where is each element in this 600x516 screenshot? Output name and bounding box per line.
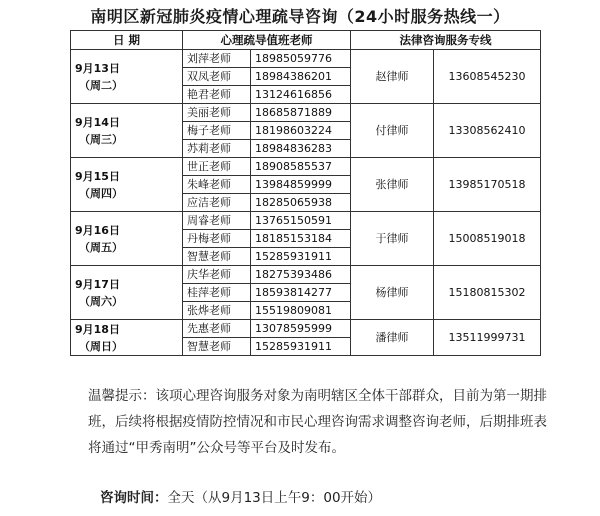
teacher-phone: 13078595999: [251, 320, 351, 338]
teacher-name: 世正老师: [183, 158, 251, 176]
teacher-name: 双凤老师: [183, 68, 251, 86]
table-row: [71, 104, 541, 122]
teacher-phone: 13124616856: [251, 86, 351, 104]
teacher-name: 丹梅老师: [183, 230, 251, 248]
lawyer-phone: 13608545230: [434, 50, 541, 104]
teacher-phone: 18593814277: [251, 284, 351, 302]
table-row: [71, 212, 541, 230]
teacher-phone: 18285065938: [251, 194, 351, 212]
consult-value: 全天（从9月13日上午9：00开始）: [167, 490, 382, 506]
lawyer-phone: 15008519018: [434, 212, 541, 266]
header-teacher: 心理疏导值班老师: [183, 31, 351, 50]
date-label: 9月15日: [75, 169, 120, 183]
schedule-table: [70, 30, 541, 356]
teacher-phone: 18984386201: [251, 68, 351, 86]
date-label: 9月13日: [75, 61, 120, 75]
notice-text: 温馨提示：该项心理咨询服务对象为南明辖区全体干部群众，目前为第一期排班，后续将根据疫情防控情况和市民心理咨询需求调整咨询老师，后期排班表将通过“甲秀南明”公众号等平台及时发布。: [88, 388, 547, 456]
teacher-name: 苏莉老师: [183, 140, 251, 158]
date-cell: [71, 50, 183, 104]
teacher-phone: 18685871889: [251, 104, 351, 122]
teacher-name: 艳君老师: [183, 86, 251, 104]
teacher-phone: 18984836283: [251, 140, 351, 158]
teacher-phone: 15519809081: [251, 302, 351, 320]
table-row: [71, 266, 541, 284]
table-row: [71, 158, 541, 176]
header-date: 日 期: [71, 31, 183, 50]
date-cell: [71, 320, 183, 356]
teacher-name: 张烨老师: [183, 302, 251, 320]
teacher-name: 朱峰老师: [183, 176, 251, 194]
teacher-name: 先惠老师: [183, 320, 251, 338]
weekday-label: （周日）: [79, 339, 123, 353]
lawyer-name: 于律师: [351, 212, 434, 266]
teacher-name: 智慧老师: [183, 248, 251, 266]
teacher-phone: 13765150591: [251, 212, 351, 230]
teacher-phone: 13984859999: [251, 176, 351, 194]
teacher-name: 梅子老师: [183, 122, 251, 140]
lawyer-phone: 13511999731: [434, 320, 541, 356]
date-cell: [71, 104, 183, 158]
date-cell: [71, 266, 183, 320]
lawyer-phone: 13985170518: [434, 158, 541, 212]
table-row: [71, 50, 541, 68]
teacher-phone: 18908585537: [251, 158, 351, 176]
date-label: 9月16日: [75, 223, 120, 237]
lawyer-phone: 15180815302: [434, 266, 541, 320]
page-title: 南明区新冠肺炎疫情心理疏导咨询（24小时服务热线一）: [90, 7, 510, 26]
table-header-row: [71, 31, 541, 50]
teacher-name: 刘萍老师: [183, 50, 251, 68]
weekday-label: （周五）: [79, 240, 123, 254]
teacher-phone: 15285931911: [251, 338, 351, 356]
lawyer-name: 张律师: [351, 158, 434, 212]
consult-time: [100, 486, 381, 506]
date-cell: [71, 158, 183, 212]
schedule-body: [71, 50, 541, 356]
weekday-label: （周四）: [79, 186, 123, 200]
consult-label: 咨询时间：: [100, 490, 168, 506]
weekday-label: （周二）: [79, 78, 123, 92]
teacher-name: 智慧老师: [183, 338, 251, 356]
teacher-name: 美丽老师: [183, 104, 251, 122]
lawyer-name: 赵律师: [351, 50, 434, 104]
date-label: 9月14日: [75, 115, 120, 129]
header-law: 法律咨询服务专线: [351, 31, 541, 50]
teacher-name: 桂萍老师: [183, 284, 251, 302]
lawyer-name: 付律师: [351, 104, 434, 158]
lawyer-name: 杨律师: [351, 266, 434, 320]
teacher-phone: 18198603224: [251, 122, 351, 140]
teacher-phone: 18185153184: [251, 230, 351, 248]
weekday-label: （周三）: [79, 132, 123, 146]
teacher-name: 庆华老师: [183, 266, 251, 284]
weekday-label: （周六）: [79, 294, 123, 308]
teacher-phone: 18985059776: [251, 50, 351, 68]
teacher-phone: 15285931911: [251, 248, 351, 266]
date-cell: [71, 212, 183, 266]
date-label: 9月17日: [75, 277, 120, 291]
lawyer-name: 潘律师: [351, 320, 434, 356]
teacher-name: 周睿老师: [183, 212, 251, 230]
date-label: 9月18日: [75, 322, 120, 336]
lawyer-phone: 13308562410: [434, 104, 541, 158]
teacher-name: 应洁老师: [183, 194, 251, 212]
table-row: [71, 320, 541, 338]
teacher-phone: 18275393486: [251, 266, 351, 284]
